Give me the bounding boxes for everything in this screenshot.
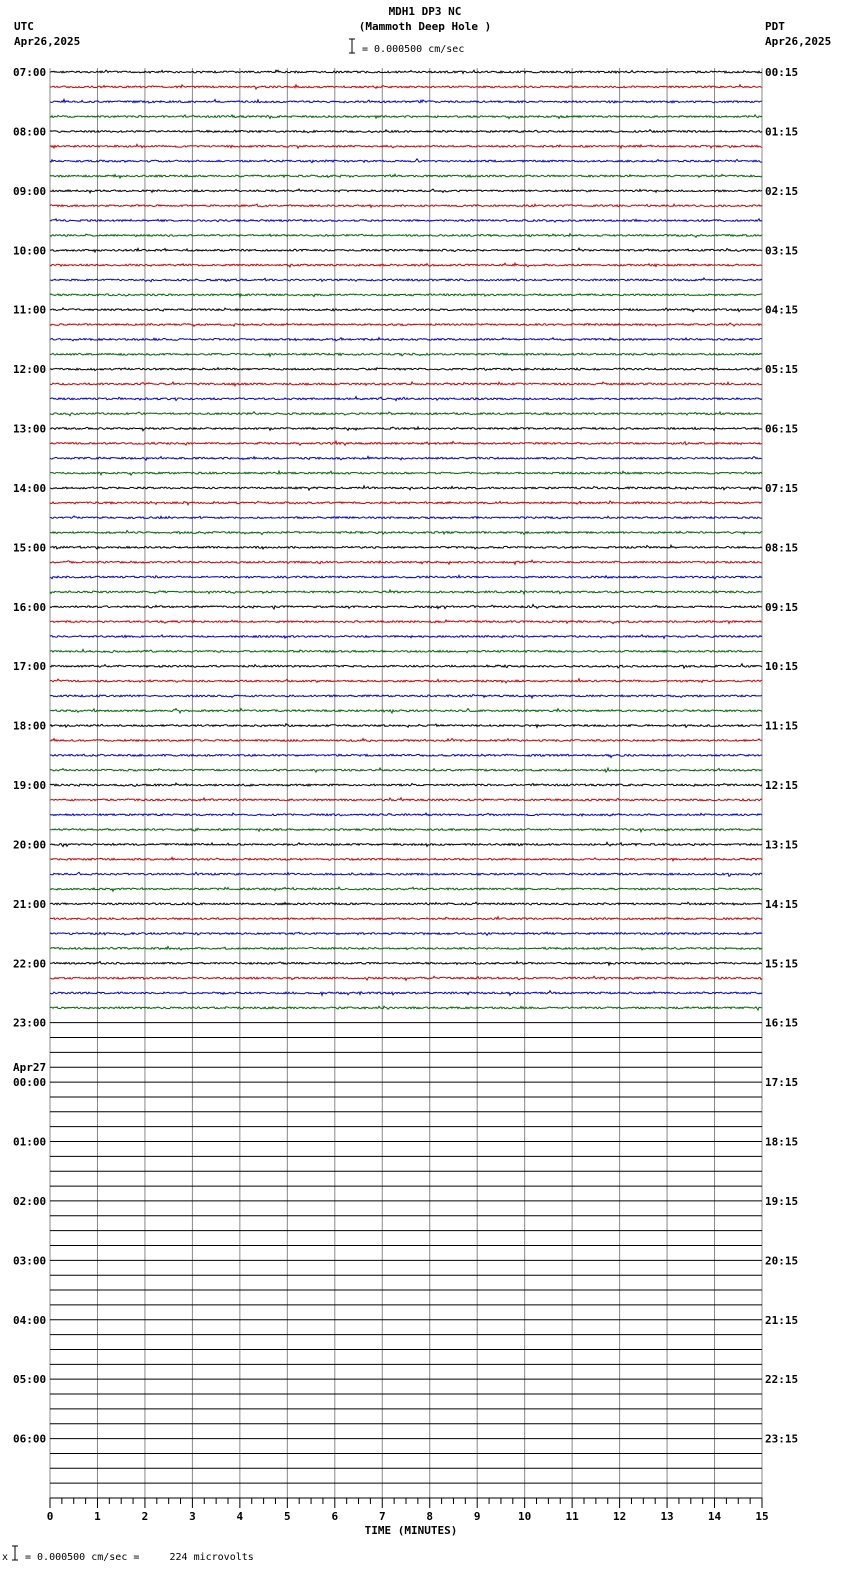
trace-row xyxy=(50,902,762,905)
trace-row xyxy=(50,709,762,714)
trace-row xyxy=(50,516,762,519)
pdt-hour-label: 06:15 xyxy=(765,422,799,436)
trace-row xyxy=(50,872,762,876)
trace-row xyxy=(50,248,762,252)
trace-row xyxy=(50,649,762,652)
x-tick-label: 7 xyxy=(378,1510,386,1523)
x-tick-label: 11 xyxy=(565,1510,579,1523)
trace-row xyxy=(50,219,762,222)
x-tick-label: 3 xyxy=(189,1510,196,1523)
utc-hour-label: 22:00 xyxy=(13,957,47,971)
utc-hour-label: 19:00 xyxy=(13,779,47,792)
pdt-hour-label: 11:15 xyxy=(765,719,799,733)
trace-row xyxy=(50,842,762,846)
x-tick-label: 9 xyxy=(473,1510,481,1523)
trace-row xyxy=(50,976,762,980)
trace-row xyxy=(50,962,762,966)
pdt-hour-label: 22:15 xyxy=(765,1373,799,1387)
trace-row xyxy=(50,857,762,860)
trace-row xyxy=(50,531,762,535)
utc-label: UTC xyxy=(14,20,34,33)
x-tick-label: 12 xyxy=(612,1510,627,1523)
trace-row xyxy=(50,204,762,207)
utc-hour-label: 15:00 xyxy=(13,541,47,555)
utc-hour-label: 20:00 xyxy=(13,838,47,852)
x-tick-label: 10 xyxy=(518,1510,532,1523)
trace-row xyxy=(50,99,762,103)
trace-row xyxy=(50,353,762,356)
utc-hour-label: 11:00 xyxy=(13,303,47,317)
utc-hour-label: 12:00 xyxy=(13,363,47,377)
x-tick-label: 14 xyxy=(707,1510,722,1523)
x-tick-label: 8 xyxy=(426,1510,434,1523)
utc-hour-label: 02:00 xyxy=(13,1194,47,1208)
trace-row xyxy=(50,813,762,816)
utc-hour-label: 00:00 xyxy=(13,1076,47,1090)
utc-hour-label: 10:00 xyxy=(13,244,47,258)
trace-row xyxy=(50,783,762,786)
pdt-hour-label: 16:15 xyxy=(765,1016,799,1030)
trace-row xyxy=(50,768,762,772)
trace-row xyxy=(50,85,762,89)
pdt-hour-label: 04:15 xyxy=(765,303,799,317)
trace-row xyxy=(50,159,762,163)
pdt-hour-label: 19:15 xyxy=(765,1194,799,1208)
trace-row xyxy=(50,664,762,668)
pdt-label: PDT xyxy=(765,20,785,33)
trace-row xyxy=(50,234,762,238)
trace-row xyxy=(50,382,762,386)
trace-row xyxy=(50,947,762,951)
trace-row xyxy=(50,545,762,549)
date-change-label: Apr27 xyxy=(13,1061,47,1075)
utc-hour-label: 08:00 xyxy=(13,125,47,139)
trace-row xyxy=(50,828,762,832)
x-tick-label: 4 xyxy=(236,1510,244,1523)
pdt-hour-label: 03:15 xyxy=(765,244,799,258)
trace-row xyxy=(50,144,762,148)
pdt-hour-label: 20:15 xyxy=(765,1254,799,1268)
trace-row xyxy=(50,635,762,639)
pdt-hour-label: 17:15 xyxy=(765,1076,799,1090)
trace-row xyxy=(50,917,762,920)
pdt-hour-label: 21:15 xyxy=(765,1313,799,1327)
pdt-hour-label: 07:15 xyxy=(765,481,799,495)
utc-hour-label: 03:00 xyxy=(13,1254,47,1268)
trace-row xyxy=(50,560,762,564)
trace-row xyxy=(50,397,762,401)
utc-hour-label: 18:00 xyxy=(13,719,47,733)
utc-date: Apr26,2025 xyxy=(14,35,81,48)
x-tick-label: 6 xyxy=(331,1510,339,1523)
pdt-hour-label: 13:15 xyxy=(765,838,799,852)
utc-hour-label: 05:00 xyxy=(13,1373,47,1387)
trace-row xyxy=(50,991,762,996)
trace-row xyxy=(50,70,762,73)
trace-row xyxy=(50,130,762,133)
utc-hour-label: 14:00 xyxy=(13,481,47,495)
x-tick-label: 15 xyxy=(755,1510,769,1523)
utc-hour-label: 16:00 xyxy=(13,600,47,614)
trace-row xyxy=(50,323,762,326)
pdt-hour-label: 14:15 xyxy=(765,897,799,911)
trace-row xyxy=(50,724,762,728)
trace-row xyxy=(50,798,762,801)
station-title: MDH1 DP3 NC xyxy=(388,5,462,18)
trace-row xyxy=(50,427,762,431)
trace-row xyxy=(50,739,762,742)
pdt-hour-label: 09:15 xyxy=(765,600,799,614)
utc-hour-label: 04:00 xyxy=(13,1313,47,1327)
trace-row xyxy=(50,1006,762,1010)
pdt-hour-label: 01:15 xyxy=(765,125,799,139)
trace-row xyxy=(50,189,762,193)
trace-row xyxy=(50,932,762,935)
trace-row xyxy=(50,174,762,178)
utc-hour-label: 17:00 xyxy=(13,660,47,674)
trace-row xyxy=(50,456,762,460)
trace-row xyxy=(50,368,762,371)
footer-scale-prefix: x xyxy=(2,1552,9,1563)
trace-row xyxy=(50,308,762,312)
utc-hour-label: 21:00 xyxy=(13,897,47,911)
x-tick-label: 13 xyxy=(660,1510,674,1523)
trace-row xyxy=(50,754,762,757)
pdt-hour-label: 23:15 xyxy=(765,1432,799,1446)
trace-row xyxy=(50,263,762,267)
trace-row xyxy=(50,278,762,282)
trace-row xyxy=(50,501,762,505)
x-tick-label: 5 xyxy=(284,1510,291,1523)
pdt-hour-label: 10:15 xyxy=(765,660,799,674)
trace-row xyxy=(50,605,762,610)
pdt-hour-label: 00:15 xyxy=(765,66,799,79)
pdt-hour-label: 18:15 xyxy=(765,1135,799,1149)
utc-hour-label: 07:00 xyxy=(13,66,47,79)
utc-hour-label: 01:00 xyxy=(13,1135,47,1149)
x-tick-label: 2 xyxy=(141,1510,149,1523)
pdt-hour-label: 12:15 xyxy=(765,779,799,792)
trace-row xyxy=(50,441,762,445)
trace-row xyxy=(50,486,762,490)
x-axis-label: TIME (MINUTES) xyxy=(364,1524,458,1537)
utc-hour-label: 09:00 xyxy=(13,184,47,198)
pdt-hour-label: 15:15 xyxy=(765,957,799,971)
trace-row xyxy=(50,338,762,341)
trace-row xyxy=(50,412,762,416)
utc-hour-label: 13:00 xyxy=(13,422,47,436)
station-subtitle: (Mammoth Deep Hole ) xyxy=(358,20,492,33)
trace-row xyxy=(50,294,762,297)
utc-hour-label: 23:00 xyxy=(13,1016,47,1030)
trace-row xyxy=(50,471,762,475)
trace-row xyxy=(50,887,762,891)
footer-scale-text: = 0.000500 cm/sec = 224 microvolts xyxy=(25,1552,254,1563)
utc-hour-label: 06:00 xyxy=(13,1432,47,1446)
trace-row xyxy=(50,620,762,624)
trace-row xyxy=(50,679,762,683)
trace-row xyxy=(50,590,762,594)
pdt-hour-label: 05:15 xyxy=(765,363,799,377)
scale-text: = 0.000500 cm/sec xyxy=(362,44,465,55)
x-tick-label: 1 xyxy=(94,1510,101,1523)
trace-row xyxy=(50,575,762,579)
trace-row xyxy=(50,695,762,699)
pdt-hour-label: 02:15 xyxy=(765,184,799,198)
pdt-hour-label: 08:15 xyxy=(765,541,799,555)
pdt-date: Apr26,2025 xyxy=(765,35,832,48)
x-tick-label: 0 xyxy=(46,1510,54,1523)
trace-row xyxy=(50,115,762,119)
